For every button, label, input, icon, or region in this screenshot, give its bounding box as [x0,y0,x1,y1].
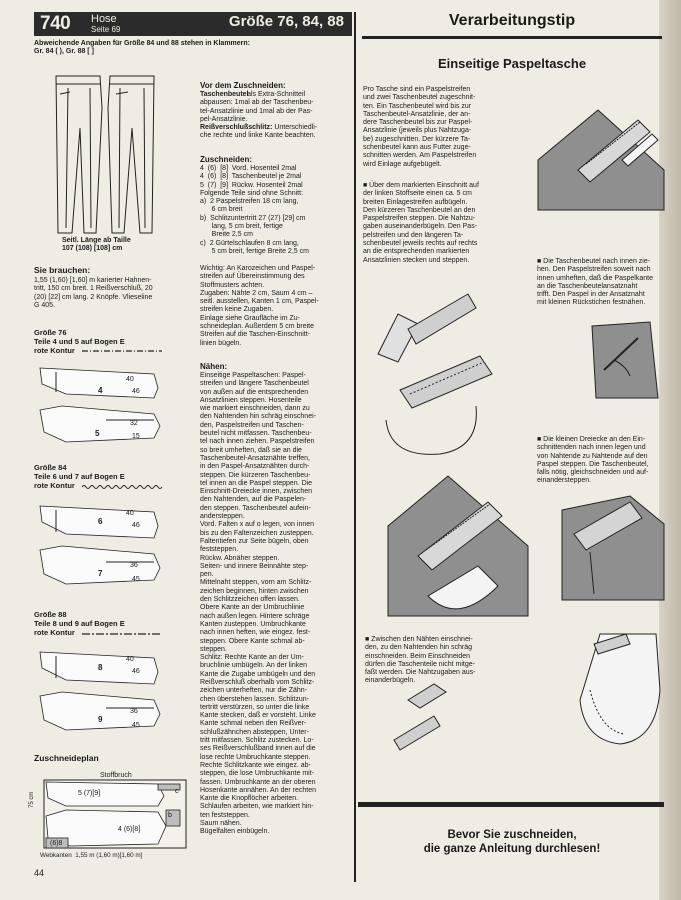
size84-piece-7: 7 [98,569,103,578]
zipper-slit-text [200,124,317,141]
size76-piece-4: 4 [98,386,103,395]
step2-detail-illustration [380,350,500,460]
plan-strip-b-label: b [168,812,172,819]
size84-dim-c: 36 [130,562,138,569]
needs-text: 1,55 (1,60) [1,60] m karierter Hahnen- tritt, 150 cm breit. 1 Reißverschluß, 20 (20) [22] cm lang. 2 Knöpfe. Vlieseline G 405. [34,277,153,309]
tip-step-2: ■ Die Taschenbeutel nach innen zie- hen. Den Paspelstreifen soweit nach innen umheften, daß die Paspelkante an die Taschenbeutelansatznaht trifft. Den Paspel in der Ansatznaht mit kleinen Rückstichen festnähen. [537,258,653,307]
size84-dim-a: 40 [126,510,134,517]
needs-heading: Sie brauchen: [34,265,91,275]
length-caption: Seitl. Länge ab Taille 107 (108) [108] cm [62,237,131,253]
step3-illustration [560,494,670,604]
sewing-heading: Nähen: [200,362,228,371]
size76-dim-d: 15 [132,433,140,440]
size76-contour-legend [82,348,162,354]
size84-heading: Größe 84 Teile 6 und 7 auf Bogen E rote Kontur [34,463,125,490]
zipper-slit-body: Unterschiedli- che rechte und linke Kante beachten. [200,124,318,140]
pocket-bag-body: als Extra-Schnitteil abpausen: 1mal ab der Taschenbeu- tel-Ansatzlinie und 1mal ab der Pas- pel-Ansatzlinie. [200,91,314,123]
size84-contour-legend [82,484,162,490]
important-notes: Wichtig: An Karozeichen und Paspel- streifen auf Übereinstimmung des Stoffmusters achten. Zugaben: Nähte 2 cm, Saum 4 cm – seitl. ausstellen, Kanten 1 cm, Paspel- streifen keine Zugaben. Einlage siehe Graufläche im Zu- schneideplan. Außerdem 5 cm breite Streifen auf die Taschen-Einschnitt- linien bügeln. [200,265,319,347]
pocket-bag-lead: Taschenbeutel [200,91,249,98]
plan-piece4-label: 4 (6)[8] [118,826,141,833]
size88-piece-9: 9 [98,715,103,724]
tip-footer-rule [358,802,664,807]
size76-piece-5: 5 [95,429,100,438]
plan-fold-label: Stoffbruch [100,772,132,779]
size84-piece-6: 6 [98,517,103,526]
size88-dim-a: 40 [126,656,134,663]
size88-piece-8: 8 [98,663,103,672]
size76-dim-c: 32 [130,420,138,427]
sewing-text: Einseitige Paspeltaschen: Paspel- streifen und längere Taschenbeutel von außen auf die entsprechenden Ansatzlinien steppen. Hosenteile wie markiert einschneiden, dann zu den Nahtenden hin schräg einschnei- den, Paspelstreifen und Taschen- beutel nicht mitfassen. Taschenbeu- tel nach innen ziehen. Paspelstreifen so breit umheften, daß sie an die Taschenbeutel-Ansatznähte treffen, in den Paspel-Ansatznähten durch- steppen. Die kürzeren Taschenbeu- tel innen an die Paspel steppen. Die Einschnitt-Dreiecke innen, zwischen den Nahtenden, auf die Paspelen- den steppen. Taschenbeutel aufein- andersteppen. Vord. Falten x auf o legen, von innen bis zu den Faltenzeichen zusteppen. Faltentiefen zur Seite bügeln, oben feststeppen. Rückw. Abnäher steppen. Seiten- und innere Beinnähte step- pen. Mittelnaht steppen, vorn am Schlitz- zeichen beginnen, hinten zwischen den Schlitzzeichen offen lassen. Obere Kante an der Umbruchlinie nach außen legen. Hintere schräge Kanten zusteppen. Umbruchkante nach innen heften, wie eingez. fest- steppen. Obere Kante schmal ab- steppen. Schlitz: Rechte Kante an der Um- bruchlinie umbügeln. An der linken Kante die Zugabe umbügeln und den Reißverschluß oberhalb vom Schlitz- zeichen unterheften, nur die Zähn- chen überstehen lassen. Schlitzun- tertritt verstürzen, so unter die linke Kante stecken, daß er vorsteht. Linke Kante schmal neben den Reißver- schlußzähnchen absteppen, Unter- tritt mitfassen. Schlitz zustecken. Lo- ses Reißverschlußband innen auf die lose rechte Umbruchkante steppen. Rechte Schlitzkante wie eingez. ab- steppen, die lose Umbruchkante mit- fassen. Umbruchkante an der oberen Hosenkante annähen. An der rechten Kante die Knopflöcher arbeiten. Schlaufen arbeiten, wie markiert hin- ten feststeppen. Saum nähen. Bügelfalten einbügeln. [200,372,316,836]
page-number: 44 [34,868,45,878]
size88-contour-legend [82,631,162,637]
pattern-sizes: Größe 76, 84, 88 [228,13,344,30]
size88-dim-b: 46 [132,668,140,675]
plan-length-label: Webkanten 1,55 m (1,60 m)[1,60 m] [40,852,143,859]
step5-illustration [374,680,484,780]
column-divider [354,12,356,882]
tip-subtitle: Einseitige Paspeltasche [437,56,587,71]
tip-step-4: ■ Zwischen den Nähten einschnei- den, zu den Nahtenden hin schräg einschneiden. Beim Einschneiden dürfen die Taschenteile nicht mitge- faßt werden. Die Nahtzugaben aus- einanderbügeln. [365,636,476,685]
plan-small-piece-label: (6)8 [50,840,63,847]
size88-heading: Größe 88 Teile 8 und 9 auf Bogen E rote Kontur [34,610,125,637]
size76-dim-a: 40 [126,376,134,383]
pattern-model: Hose [91,13,117,25]
size88-dim-c: 36 [130,708,138,715]
plan-width-label: 75 cm [29,791,35,808]
finished-pocket-illustration [560,630,670,750]
size84-pattern-pieces [36,498,166,593]
plan-strip-c-label: c [175,788,179,795]
before-cutting-heading: Vor dem Zuschneiden: [200,81,286,90]
size88-dim-d: 45 [132,722,140,729]
size76-pattern-pieces [36,362,166,452]
trousers-illustration [50,68,160,238]
size84-dim-b: 46 [132,522,140,529]
tip-step-3: ■ Die kleinen Dreiecke an den Ein- schnittenden nach innen legen und von Nahtende zu Nahtende auf den Paspel steppen. Die Taschenbeutel, falls nötig, gleichschneiden und auf- einandersteppen. [537,436,649,485]
size84-dim-d: 45 [132,576,140,583]
cutting-text: 4 (6) [8] Vord. Hosenteil 2mal 4 (6) [8] Taschenbeutel je 2mal 5 (7) [9] Rückw. Hosenteil 2mal Folgende Teile sind ohne Schnitt: a) 2 Paspelstreifen 18 cm lang, 6 cm breit b) Schlitzuntertritt 27 (27) [29] cm lang, 5 cm breit, fertige Breite 2,5 cm c) 2 Gürtelschlaufen 8 cm lang, 5 cm breit, fertige Breite 2,5 cm [200,165,309,255]
tip-step-1: ■ Über dem markierten Einschnitt auf der linken Stoffseite einen ca. 5 cm breiten Einlagestreifen aufbügeln. Den kürzeren Taschenbeutel an den Paspelstreifen steppen. Die Nahtzu- gaben auseinanderbügeln. Den Pas- pelstreifen und den längeren Ta- schenbeutel jeweils rechts auf rechts an die entsprechenden markierten Ansatzlinien stecken und steppen. [363,182,479,264]
cutting-heading: Zuschneiden: [200,155,253,164]
handstitch-illustration [590,320,660,400]
tip-title-rule [362,36,662,39]
size76-heading: Größe 76 Teile 4 und 5 auf Bogen E rote Kontur [34,328,125,355]
cutting-plan-heading: Zuschneideplan [34,753,99,763]
tip-footer-note: Bevor Sie zuschneiden, die ganze Anleitung durchlesen! [423,829,601,855]
size76-dim-b: 46 [132,388,140,395]
tip-title: Verarbeitungstip [448,12,576,29]
step1-illustration [528,100,664,220]
step4-illustration [368,466,538,626]
tip-intro: Pro Tasche sind ein Paspelstreifen und zwei Taschenbeutel zugeschnit- ten. Ein Taschenbeutel wird bis zur Taschenbeutel-Ansatzlinie, der an- dere Taschenbeutel bis zur Paspel- Ansatzlinie (jeweils plus Nahtzuga- be) zugeschnitten. Der kürzere Ta- schenbeutel kann aus Futter zuge- schnitten werden. Am Paspelstreifen wird Einlage aufgebügelt. [363,86,477,168]
pattern-header-bar [34,12,352,36]
plan-piece5-label: 5 (7)[9] [78,790,101,797]
pocket-bag-text [200,91,314,124]
zipper-slit-lead: Reißverschlußschlitz: [200,124,273,131]
pattern-number: 740 [40,13,71,34]
size-note: Abweichende Angaben für Größe 84 und 88 stehen in Klammern: Gr. 84 ( ), Gr. 88 [ ] [34,40,251,56]
pattern-page-ref: Seite 69 [91,25,121,34]
size88-pattern-pieces [36,644,166,739]
